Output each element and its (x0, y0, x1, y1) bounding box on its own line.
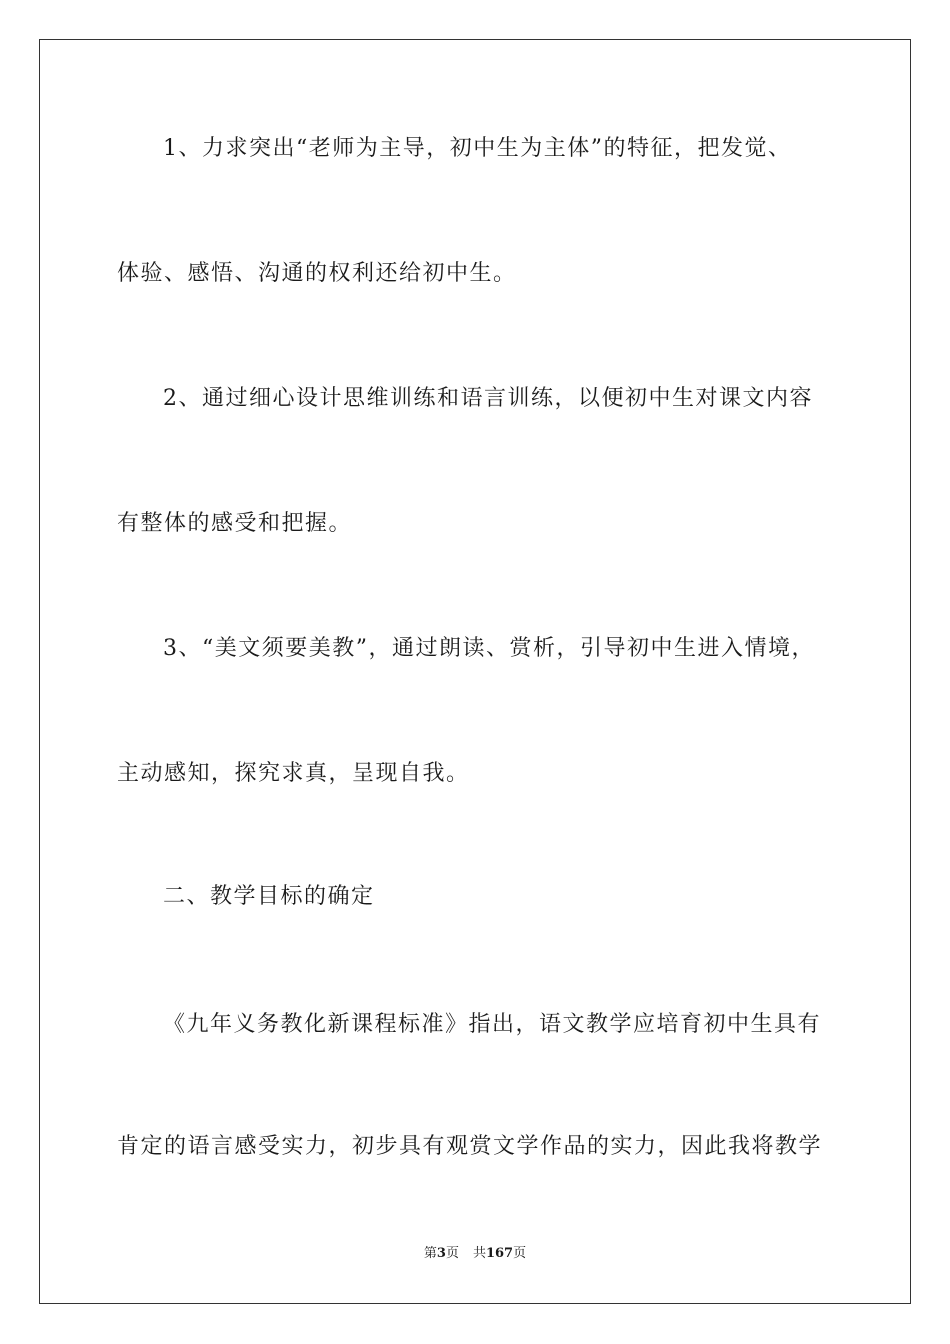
page-border (39, 39, 911, 1304)
footer-page-suffix: 页 (445, 1246, 459, 1261)
footer-total-suffix: 页 (513, 1246, 527, 1261)
paragraph-line-5: 3、“美文须要美教”，通过朗读、赏析，引导初中生进入情境， (163, 636, 815, 661)
paragraph-line-9: 肯定的语言感受实力，初步具有观赏文学作品的实力，因此我将教学 (117, 1134, 823, 1159)
paragraph-line-2: 体验、感悟、沟通的权利还给初中生。 (117, 261, 517, 286)
footer-page-number: 3 (436, 1246, 446, 1261)
paragraph-line-6: 主动感知，探究求真，呈现自我。 (117, 761, 470, 786)
paragraph-line-1: 1、力求突出“老师为主导，初中生为主体”的特征，把发觉、 (163, 136, 792, 161)
paragraph-line-8: 《九年义务教化新课程标准》指出，语文教学应培育初中生具有 (163, 1012, 822, 1037)
paragraph-line-4: 有整体的感受和把握。 (117, 511, 353, 536)
footer-total-pages: 167 (485, 1246, 514, 1261)
footer-total-prefix: 共 (472, 1246, 486, 1261)
footer-page-prefix: 第 (423, 1246, 437, 1261)
section-heading: 二、教学目标的确定 (163, 884, 375, 909)
paragraph-line-3: 2、通过细心设计思维训练和语言训练，以便初中生对课文内容 (163, 386, 813, 411)
page-footer (0, 1244, 950, 1264)
